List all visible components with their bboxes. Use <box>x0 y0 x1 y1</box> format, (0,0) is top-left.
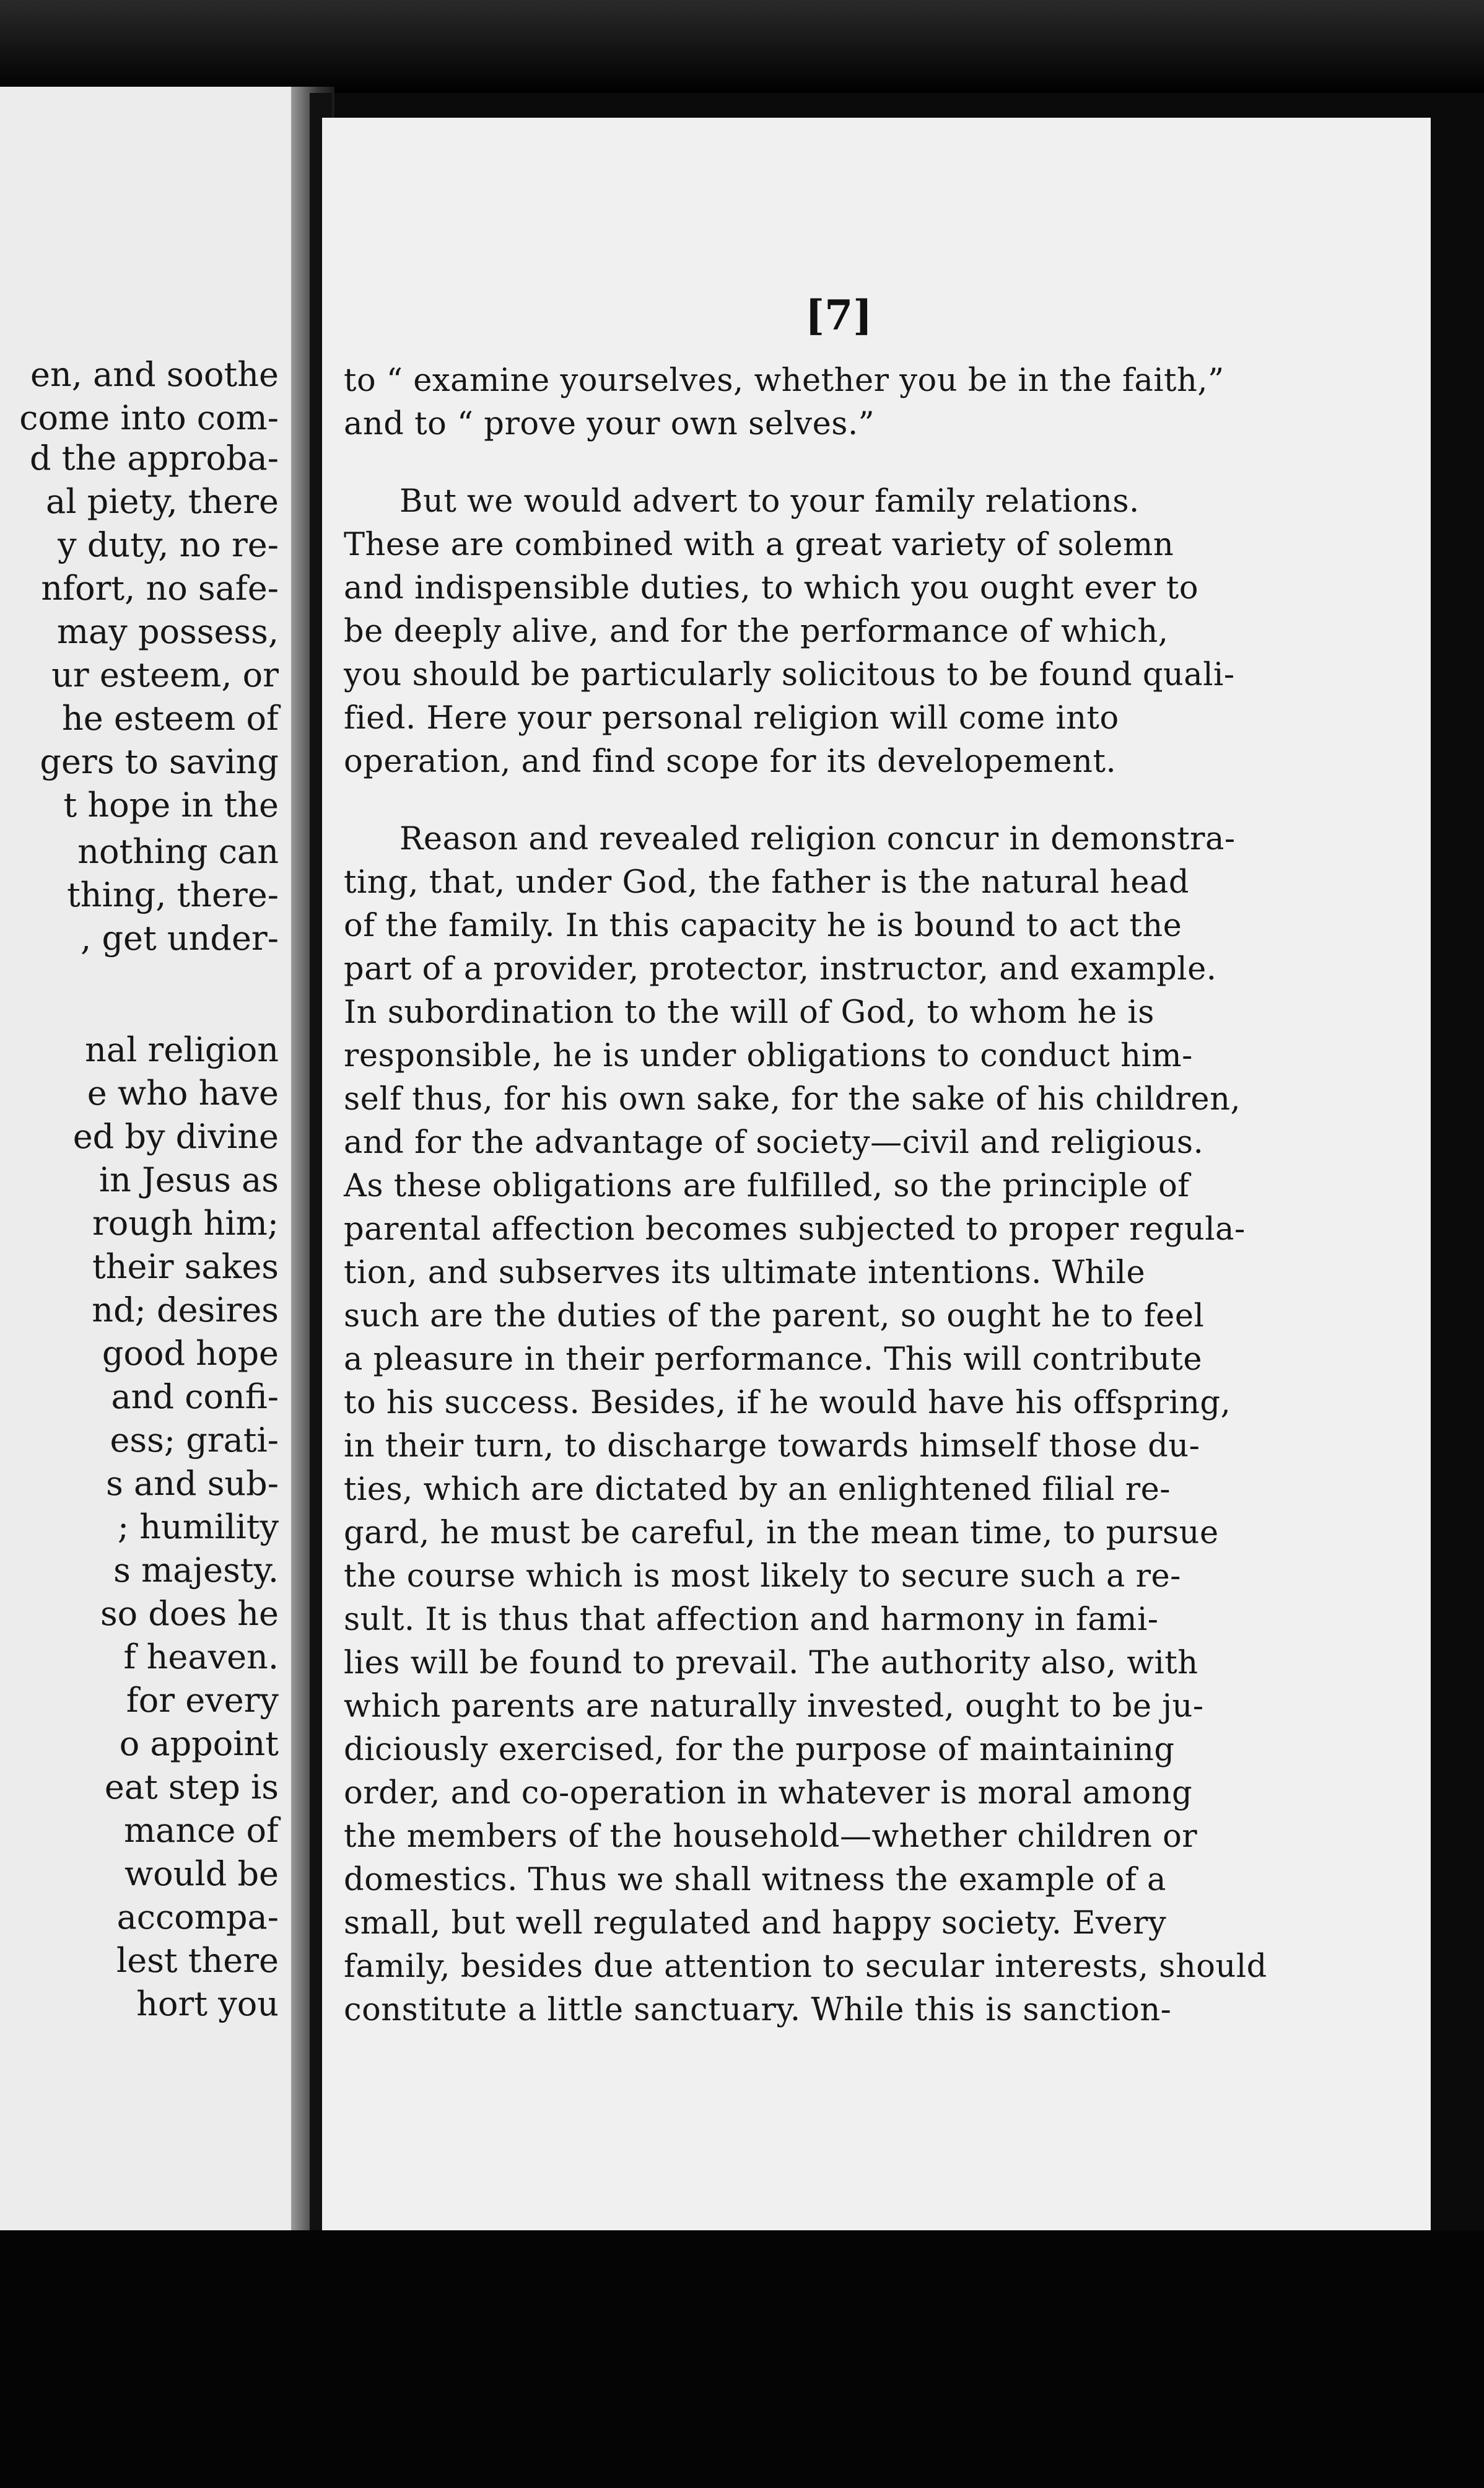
left-page-line: nothing can <box>77 832 279 871</box>
right-page-line: gard, he must be careful, in the mean time, to pursue <box>344 1515 1219 1551</box>
right-page-line: a pleasure in their performance. This will contribute <box>344 1341 1203 1378</box>
right-page-line: ties, which are dictated by an enlightened filial re- <box>344 1471 1171 1508</box>
left-page-line: f heaven. <box>123 1637 279 1676</box>
left-page-line: thing, there- <box>67 875 279 914</box>
left-page-line: ess; grati- <box>110 1421 279 1460</box>
left-page-line: rough him; <box>92 1204 279 1243</box>
right-page-line: fied. Here your personal religion will come into <box>344 700 1119 737</box>
left-page-line: t hope in the <box>63 786 279 825</box>
right-page-line: lies will be found to prevail. The authority also, with <box>344 1645 1198 1681</box>
right-page-line: and indispensible duties, to which you ought ever to <box>344 570 1199 607</box>
left-page-line: ed by divine <box>72 1117 279 1156</box>
scan-background-bottom <box>0 2230 1484 2488</box>
right-page-line: such are the duties of the parent, so ought he to feel <box>344 1298 1205 1334</box>
left-page-line: nal religion <box>85 1030 279 1069</box>
right-page-line: But we would advert to your family relations. <box>399 483 1140 520</box>
left-page-line: o appoint <box>119 1724 279 1763</box>
left-page-line: for every <box>126 1681 279 1720</box>
left-page-line: y duty, no re- <box>58 525 279 564</box>
left-page-line: ; humility <box>117 1507 279 1546</box>
right-page-line: and for the advantage of society—civil and religious. <box>344 1124 1204 1161</box>
right-page-line: family, besides due attention to secular interests, should <box>344 1948 1267 1985</box>
right-page-line: the course which is most likely to secure such a re- <box>344 1558 1181 1595</box>
right-page-line: responsible, he is under obligations to conduct him- <box>344 1038 1193 1074</box>
left-page-line: and confi- <box>111 1377 279 1416</box>
right-page-line: Reason and revealed religion concur in demonstra- <box>399 821 1236 857</box>
right-page-line: part of a provider, protector, instructor, and example. <box>344 951 1217 988</box>
right-page-line: and to “ prove your own selves.” <box>344 406 875 442</box>
right-page-line: you should be particularly solicitous to be found quali- <box>344 657 1235 693</box>
right-page-line: self thus, for his own sake, for the sake of his children, <box>344 1081 1241 1118</box>
left-page-line: eat step is <box>104 1767 279 1807</box>
right-page-line: diciously exercised, for the purpose of maintaining <box>344 1732 1175 1768</box>
right-page-line: ting, that, under God, the father is the natural head <box>344 864 1190 901</box>
left-page-line: ur esteem, or <box>51 655 279 694</box>
left-page-line: s and sub- <box>106 1464 279 1503</box>
right-page-line: operation, and find scope for its developement. <box>344 743 1117 780</box>
right-page-line: to “ examine yourselves, whether you be in the faith,” <box>344 362 1224 399</box>
right-page-line: constitute a little sanctuary. While this is sanction- <box>344 1992 1172 2028</box>
right-page-line: of the family. In this capacity he is bound to act the <box>344 908 1182 944</box>
left-page-line: nd; desires <box>92 1290 279 1329</box>
right-page-line: to his success. Besides, if he would have his offspring, <box>344 1385 1231 1421</box>
left-page-line: lest there <box>116 1941 279 1980</box>
left-page-line: e who have <box>87 1074 279 1113</box>
right-page-line: As these obligations are fulfilled, so the principle of <box>344 1168 1190 1204</box>
right-page-line: In subordination to the will of God, to whom he is <box>344 994 1154 1031</box>
left-page-line: nfort, no safe- <box>41 569 279 608</box>
right-page-line: parental affection becomes subjected to proper regula- <box>344 1211 1246 1248</box>
scan-background-top <box>0 0 1484 93</box>
left-page-line: accompa- <box>116 1898 279 1937</box>
left-page-line: come into com- <box>19 398 279 437</box>
left-page-line: s majesty. <box>113 1551 279 1590</box>
right-page-line: domestics. Thus we shall witness the example of a <box>344 1862 1166 1898</box>
right-page-line: small, but well regulated and happy society. Every <box>344 1905 1167 1942</box>
right-page-line: in their turn, to discharge towards himself those du- <box>344 1428 1200 1465</box>
right-page-line: sult. It is thus that affection and harmony in fami- <box>344 1601 1159 1638</box>
right-page-line: These are combined with a great variety of solemn <box>344 527 1174 563</box>
left-page-line: mance of <box>123 1811 279 1850</box>
left-page-line: would be <box>124 1854 279 1893</box>
page-number: [7] <box>805 291 873 339</box>
left-page-line: in Jesus as <box>98 1160 279 1199</box>
left-page-line: good hope <box>102 1334 279 1373</box>
right-page-line: be deeply alive, and for the performance of which, <box>344 613 1169 650</box>
left-page-line: d the approba- <box>30 439 279 478</box>
left-page-line: en, and soothe <box>30 355 279 394</box>
left-page-line: hort you <box>136 1984 279 2023</box>
right-page-line: tion, and subserves its ultimate intentions. While <box>344 1255 1146 1291</box>
right-page-line: order, and co-operation in whatever is moral among <box>344 1775 1193 1811</box>
left-page-line: may possess, <box>56 612 279 651</box>
left-page-line: al piety, there <box>46 482 279 521</box>
right-page-line: which parents are naturally invested, ought to be ju- <box>344 1688 1204 1725</box>
right-page-line: the members of the household—whether children or <box>344 1818 1198 1855</box>
left-page-line: he esteem of <box>61 699 279 738</box>
left-page-line: , get under- <box>81 919 279 958</box>
left-page-line: their sakes <box>92 1247 279 1286</box>
left-page-line: so does he <box>100 1594 279 1633</box>
left-page-line: gers to saving <box>40 742 279 781</box>
